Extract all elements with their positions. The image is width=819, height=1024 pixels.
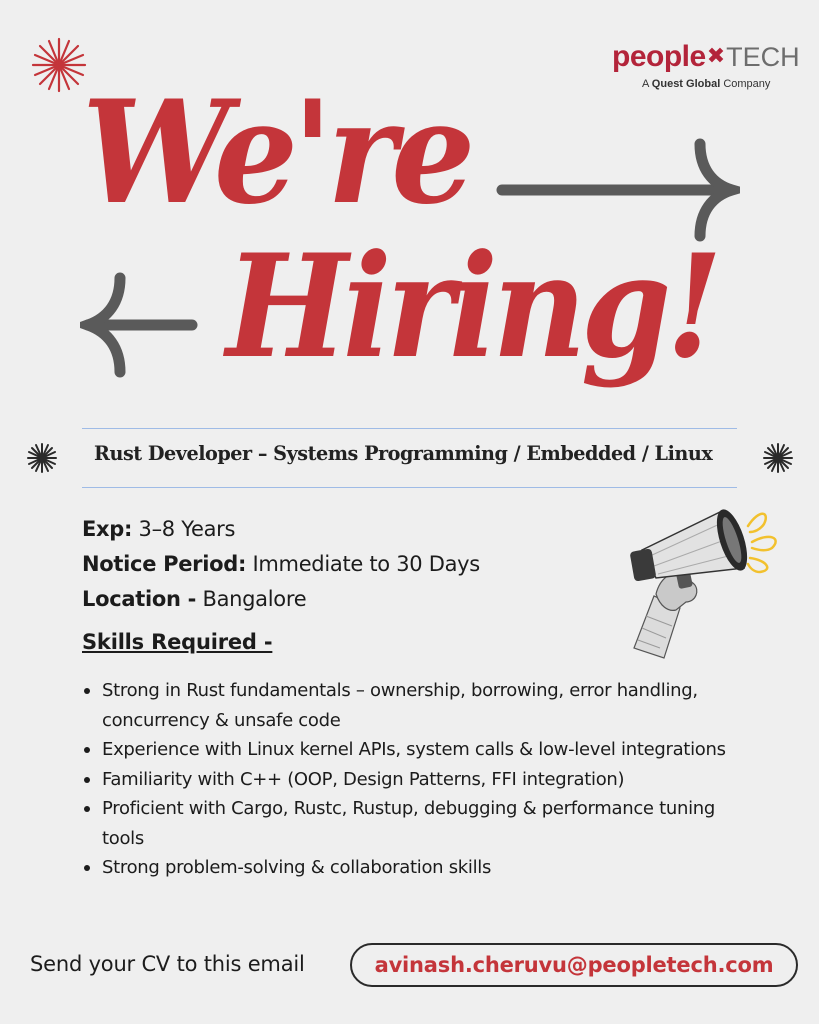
company-logo: [612, 40, 800, 90]
asterisk-icon: [762, 442, 794, 474]
logo-cross-icon: ✖: [706, 43, 726, 68]
starburst-icon: [30, 36, 88, 94]
email-link[interactable]: avinash.cheruvu@peopletech.com: [350, 943, 798, 987]
job-title: Rust Developer – Systems Programming / Embedded / Linux: [94, 441, 713, 465]
divider-bottom: [82, 487, 737, 488]
location-label: Location -: [82, 587, 197, 611]
skill-item: Experience with Linux kernel APIs, system calls & low-level integrations: [82, 735, 742, 765]
logo-tech-text: TECH: [726, 42, 800, 72]
location-line: [82, 585, 306, 613]
experience-value: 3–8 Years: [138, 517, 236, 541]
tagline-bold: Quest Global: [651, 78, 721, 90]
headline-line-2: Hiring!: [226, 224, 718, 390]
skills-heading: Skills Required -: [82, 630, 273, 654]
location-value: Bangalore: [202, 587, 307, 611]
left-arrow-icon: [80, 270, 198, 380]
tagline-suffix: Company: [723, 78, 771, 90]
tagline-prefix: A: [642, 78, 649, 90]
notice-line: [82, 550, 480, 578]
notice-label: Notice Period:: [82, 552, 247, 576]
logo-tagline: [612, 78, 792, 90]
skill-item: Familiarity with C++ (OOP, Design Patterns, FFI integration): [82, 765, 742, 795]
experience-line: [82, 515, 235, 543]
divider-top: [82, 428, 737, 429]
headline-line-1: We're: [82, 70, 470, 236]
megaphone-icon: [620, 498, 790, 662]
logo-people-text: people: [612, 40, 706, 73]
skill-item: Strong problem-solving & collaboration skills: [82, 853, 742, 883]
right-arrow-icon: [496, 138, 740, 242]
skill-item: Proficient with Cargo, Rustc, Rustup, debugging & performance tuning tools: [82, 794, 742, 853]
skill-item: Strong in Rust fundamentals – ownership, borrowing, error handling, concurrency & unsafe code: [82, 676, 742, 735]
logo-wordmark: [612, 40, 800, 76]
send-cv-label: Send your CV to this email: [30, 952, 305, 976]
experience-label: Exp:: [82, 517, 133, 541]
notice-value: Immediate to 30 Days: [252, 552, 480, 576]
skills-list: [82, 676, 742, 883]
asterisk-icon: [26, 442, 58, 474]
